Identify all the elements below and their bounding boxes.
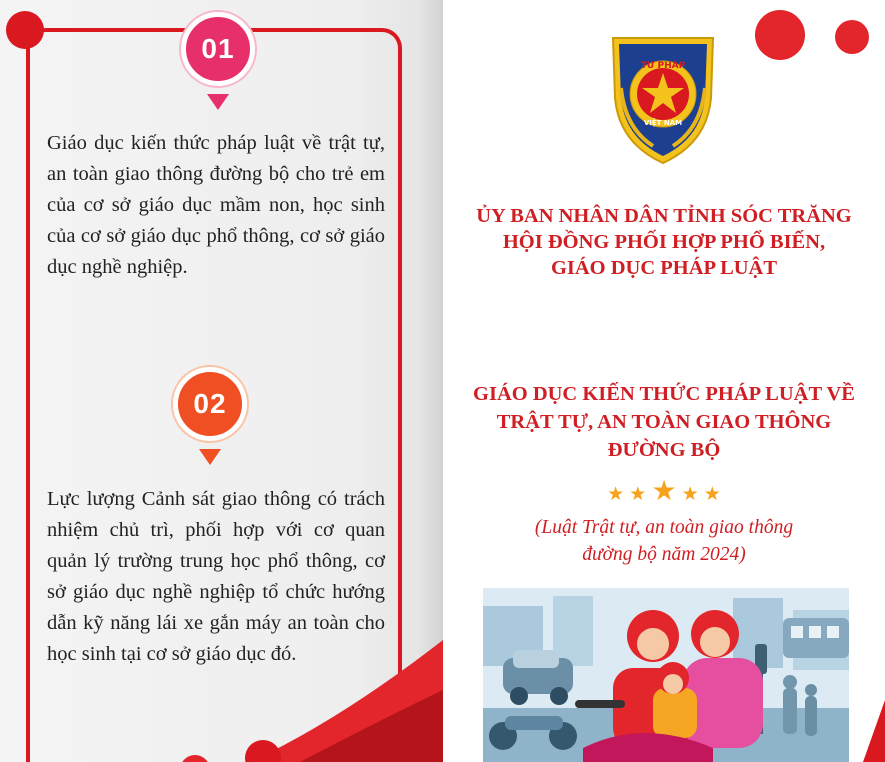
title-line-3: ĐƯỜNG BỘ <box>607 439 721 461</box>
item-01-text: Giáo dục kiến thức pháp luật về trật tự, an toàn giao thông đường bộ cho trẻ em của cơ sở giáo dục mầm non, học sinh của cơ sở giáo dục phổ thông, cơ sở giáo dục nghề nghiệp. <box>47 132 385 278</box>
badge-01-tip <box>207 94 229 110</box>
star-icon: ★ <box>651 474 677 507</box>
badge-02 <box>173 367 247 441</box>
subtitle-line-1: (Luật Trật tự, an toàn giao thông <box>534 517 794 538</box>
org-line-1: ỦY BAN NHÂN DÂN TỈNH SÓC TRĂNG <box>476 205 852 227</box>
emblem-bottom-text: VIỆT NAM <box>643 119 683 127</box>
top-right-dot-small <box>835 20 869 54</box>
badge-02-number: 02 <box>193 388 227 419</box>
right-panel <box>443 0 885 762</box>
emblem-top-text: TƯ PHÁP <box>640 61 686 71</box>
title-line-2: TRẬT TỰ, AN TOÀN GIAO THÔNG <box>496 411 832 433</box>
org-line-2: HỘI ĐỒNG PHỐI HỢP PHỔ BIẾN, <box>502 231 826 253</box>
badge-02-tip <box>199 449 221 465</box>
badge-01 <box>181 12 255 86</box>
top-right-dot-large <box>755 10 805 60</box>
star-icon: ★ <box>681 483 699 505</box>
title-line-1: GIÁO DỤC KIẾN THỨC PHÁP LUẬT VỀ <box>473 383 855 405</box>
badge-01-number: 01 <box>201 33 235 64</box>
justice-emblem <box>603 28 723 168</box>
item-02-text: Lực lượng Cảnh sát giao thông có trách nhiệm chủ trì, phối hợp với cơ quan quản lý trường trung học phổ thông, cơ sở giáo dục nghề nghiệp tổ chức hướng dẫn kỹ năng lái xe gắn máy an toàn cho học sinh tại cơ sở giáo dục đó. <box>47 488 385 665</box>
traffic-illustration <box>483 588 849 762</box>
rating-stars <box>443 474 885 507</box>
subtitle-line-2: đường bộ năm 2024) <box>582 544 746 565</box>
star-icon: ★ <box>703 483 721 505</box>
org-line-3: GIÁO DỤC PHÁP LUẬT <box>550 257 778 279</box>
star-icon: ★ <box>629 483 647 505</box>
star-icon: ★ <box>607 483 625 505</box>
